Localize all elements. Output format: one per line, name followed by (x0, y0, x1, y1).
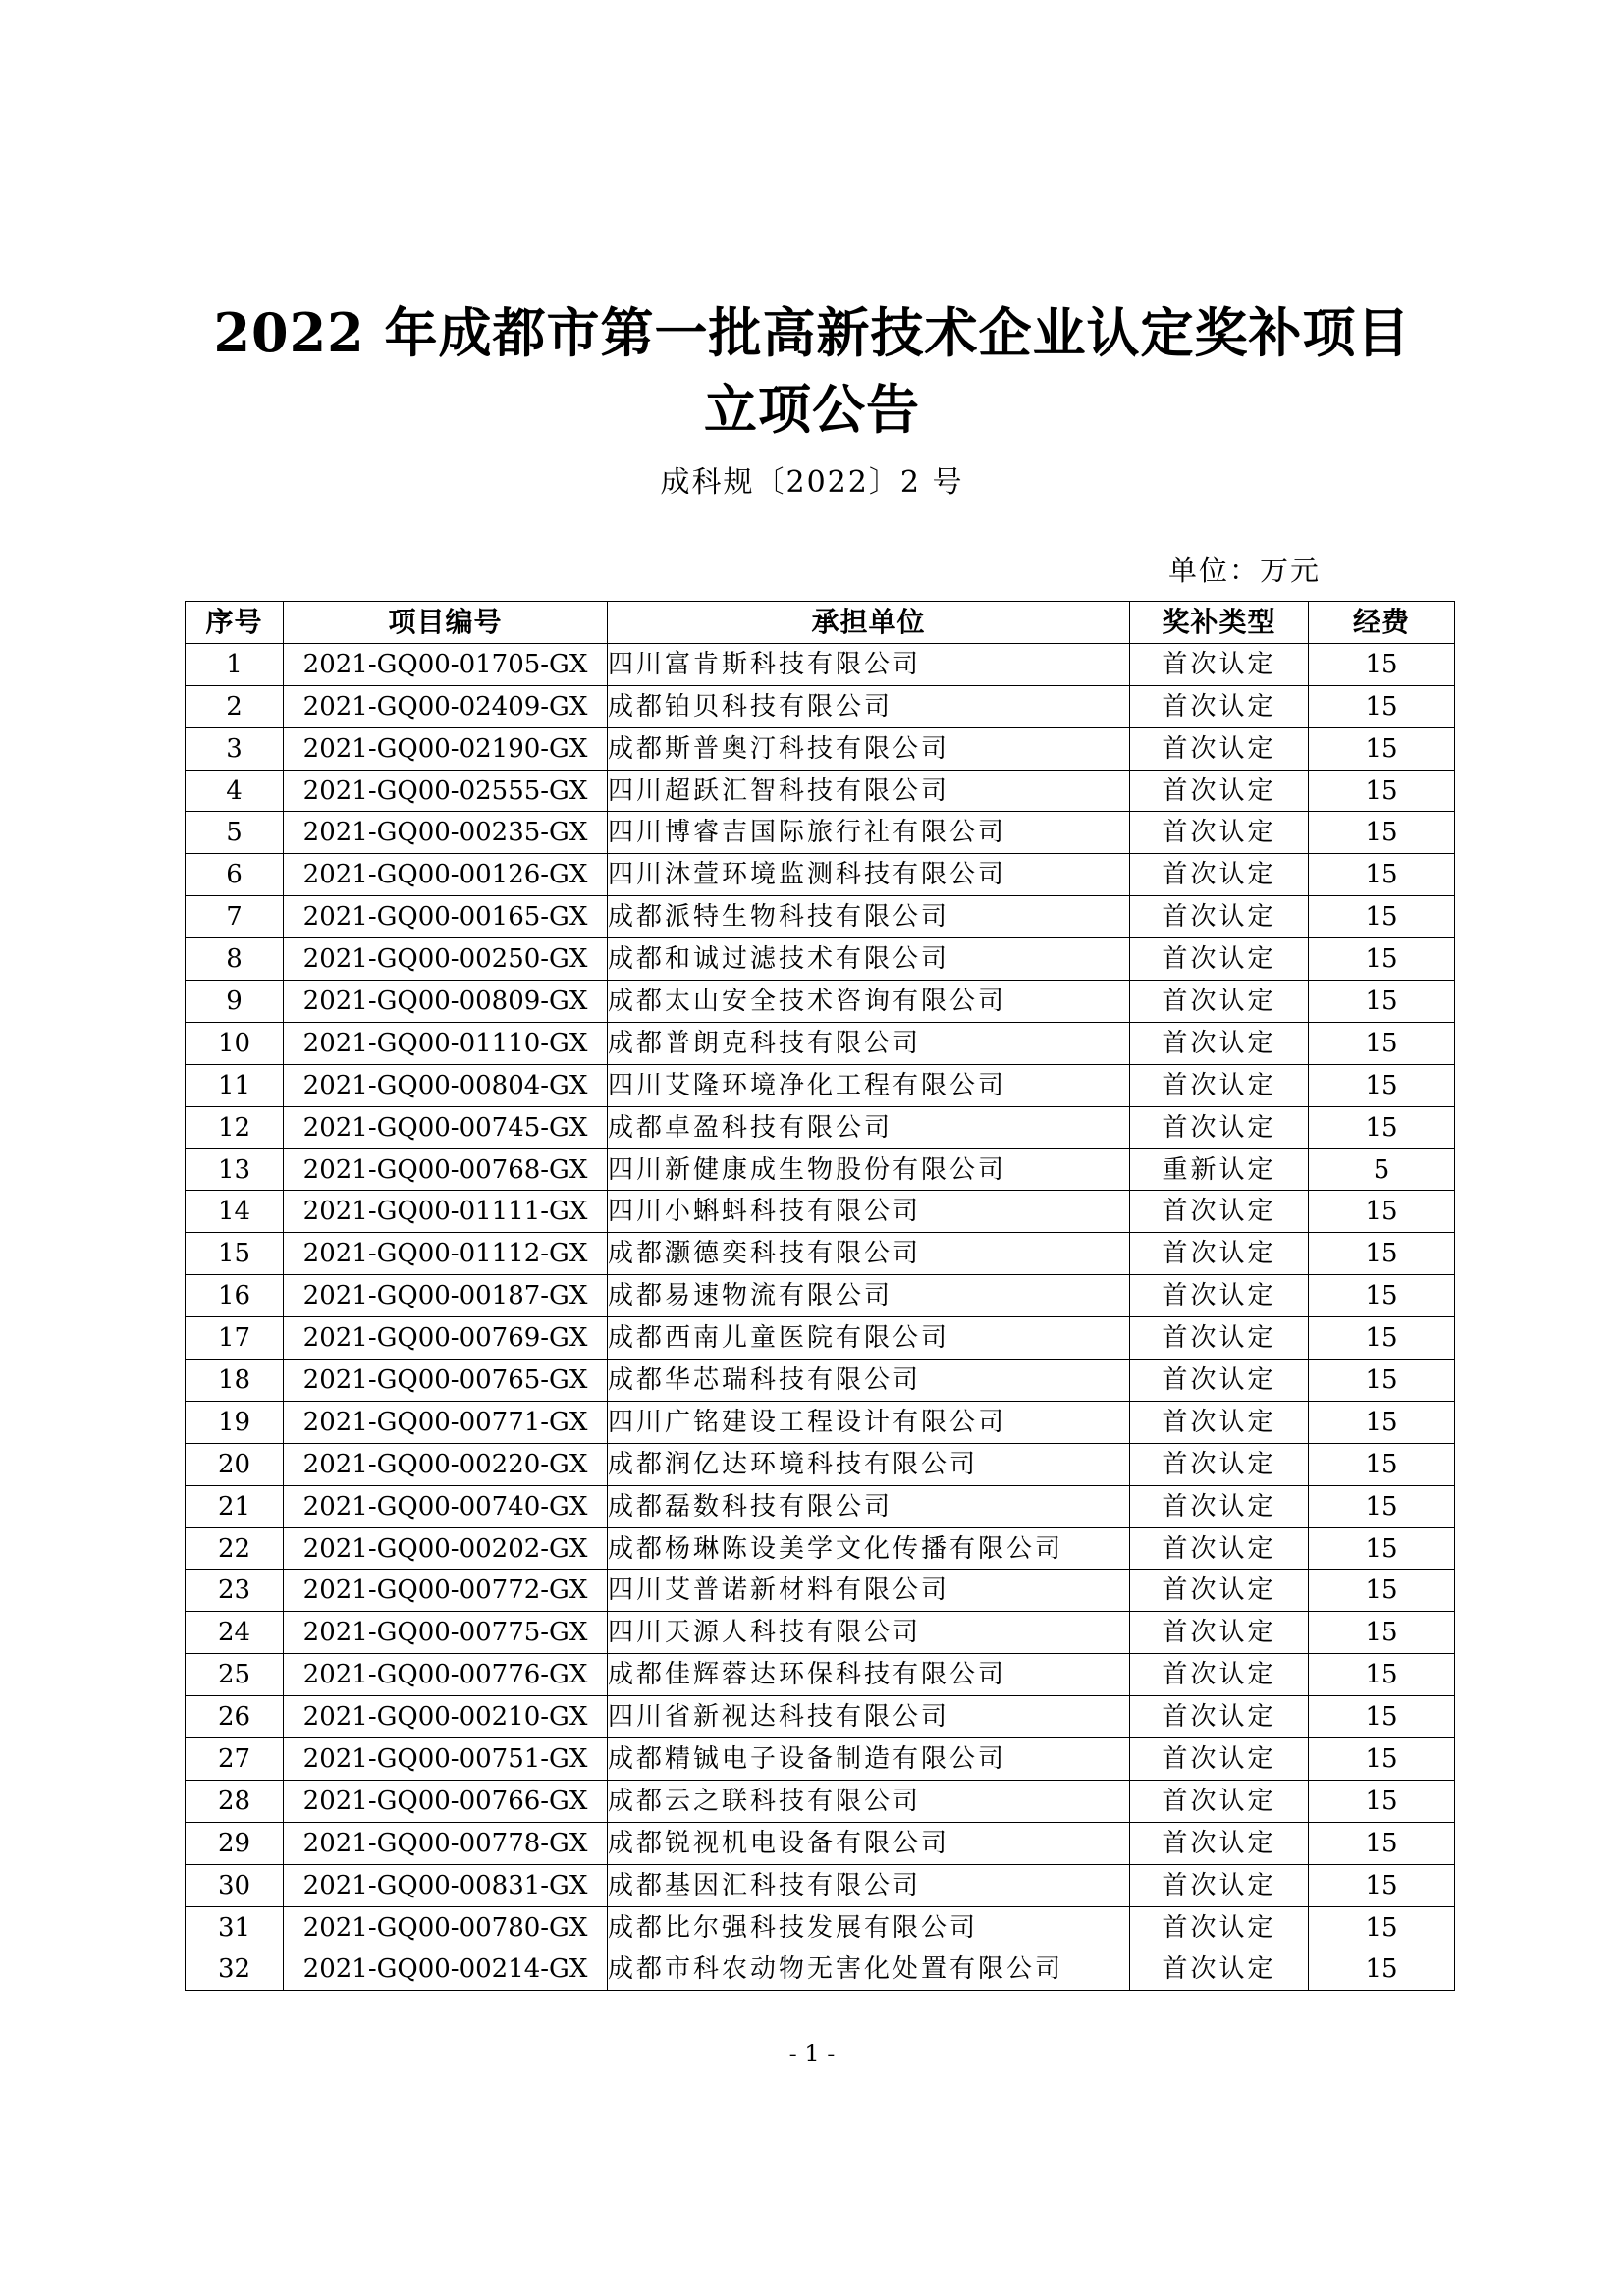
cell-project-code: 2021-GQ00-00776-GX (284, 1654, 608, 1696)
cell-award-type: 首次认定 (1130, 1317, 1309, 1360)
cell-project-code: 2021-GQ00-02409-GX (284, 685, 608, 727)
table-row (186, 1949, 1455, 1991)
cell-seq: 9 (186, 981, 284, 1023)
cell-award-type: 首次认定 (1130, 1401, 1309, 1443)
cell-seq: 3 (186, 727, 284, 770)
cell-fee: 15 (1309, 1696, 1455, 1738)
cell-fee: 15 (1309, 727, 1455, 770)
cell-award-type: 首次认定 (1130, 1191, 1309, 1233)
cell-organization: 成都精铖电子设备制造有限公司 (608, 1738, 1130, 1781)
cell-seq: 13 (186, 1148, 284, 1191)
cell-seq: 23 (186, 1570, 284, 1612)
cell-award-type: 首次认定 (1130, 727, 1309, 770)
cell-organization: 成都太山安全技术咨询有限公司 (608, 981, 1130, 1023)
cell-fee: 15 (1309, 1527, 1455, 1570)
cell-organization: 成都灏德奕科技有限公司 (608, 1233, 1130, 1275)
table-row (186, 1191, 1455, 1233)
cell-fee: 15 (1309, 685, 1455, 727)
table-row (186, 1738, 1455, 1781)
cell-fee: 15 (1309, 1864, 1455, 1906)
cell-fee: 15 (1309, 1443, 1455, 1485)
cell-seq: 25 (186, 1654, 284, 1696)
cell-fee: 15 (1309, 1822, 1455, 1864)
table-row (186, 1780, 1455, 1822)
cell-fee: 15 (1309, 1317, 1455, 1360)
cell-award-type: 首次认定 (1130, 685, 1309, 727)
column-header-fee: 经费 (1309, 602, 1455, 644)
cell-project-code: 2021-GQ00-02555-GX (284, 770, 608, 812)
cell-project-code: 2021-GQ00-00745-GX (284, 1106, 608, 1148)
cell-fee: 15 (1309, 896, 1455, 938)
cell-award-type: 首次认定 (1130, 938, 1309, 981)
table-row (186, 854, 1455, 896)
cell-organization: 成都云之联科技有限公司 (608, 1780, 1130, 1822)
cell-organization: 成都西南儿童医院有限公司 (608, 1317, 1130, 1360)
cell-award-type: 首次认定 (1130, 981, 1309, 1023)
cell-fee: 15 (1309, 1485, 1455, 1527)
cell-organization: 四川艾普诺新材料有限公司 (608, 1570, 1130, 1612)
cell-seq: 32 (186, 1949, 284, 1991)
cell-project-code: 2021-GQ00-00766-GX (284, 1780, 608, 1822)
cell-seq: 12 (186, 1106, 284, 1148)
cell-seq: 26 (186, 1696, 284, 1738)
cell-project-code: 2021-GQ00-00187-GX (284, 1275, 608, 1317)
cell-project-code: 2021-GQ00-00250-GX (284, 938, 608, 981)
cell-seq: 10 (186, 1022, 284, 1064)
cell-project-code: 2021-GQ00-00235-GX (284, 812, 608, 854)
table-row (186, 1443, 1455, 1485)
table-row (186, 770, 1455, 812)
page-number: - 1 - (788, 2040, 836, 2067)
table-row (186, 1275, 1455, 1317)
cell-fee: 15 (1309, 1654, 1455, 1696)
cell-fee: 15 (1309, 1906, 1455, 1949)
cell-organization: 成都基因汇科技有限公司 (608, 1864, 1130, 1906)
table-row (186, 1570, 1455, 1612)
cell-fee: 15 (1309, 1360, 1455, 1402)
cell-project-code: 2021-GQ00-00126-GX (284, 854, 608, 896)
cell-award-type: 首次认定 (1130, 854, 1309, 896)
table-row (186, 1148, 1455, 1191)
cell-fee: 5 (1309, 1148, 1455, 1191)
cell-organization: 成都铂贝科技有限公司 (608, 685, 1130, 727)
cell-project-code: 2021-GQ00-01110-GX (284, 1022, 608, 1064)
cell-award-type: 首次认定 (1130, 1906, 1309, 1949)
cell-project-code: 2021-GQ00-00772-GX (284, 1570, 608, 1612)
cell-organization: 四川小蝌蚪科技有限公司 (608, 1191, 1130, 1233)
table-row (186, 1022, 1455, 1064)
cell-project-code: 2021-GQ00-00775-GX (284, 1612, 608, 1654)
table-row (186, 1822, 1455, 1864)
cell-award-type: 首次认定 (1130, 1570, 1309, 1612)
cell-organization: 成都佳辉蓉达环保科技有限公司 (608, 1654, 1130, 1696)
table-row (186, 1864, 1455, 1906)
cell-organization: 四川博睿吉国际旅行社有限公司 (608, 812, 1130, 854)
cell-organization: 四川新健康成生物股份有限公司 (608, 1148, 1130, 1191)
cell-fee: 15 (1309, 1064, 1455, 1106)
cell-organization: 四川富肯斯科技有限公司 (608, 643, 1130, 685)
cell-project-code: 2021-GQ00-01111-GX (284, 1191, 608, 1233)
cell-award-type: 首次认定 (1130, 1233, 1309, 1275)
table-row (186, 1106, 1455, 1148)
column-header-code: 项目编号 (284, 602, 608, 644)
cell-seq: 6 (186, 854, 284, 896)
document-title: 2022 年成都市第一批高新技术企业认定奖补项目 (213, 301, 1411, 364)
table-row (186, 1360, 1455, 1402)
cell-project-code: 2021-GQ00-02190-GX (284, 727, 608, 770)
cell-award-type: 首次认定 (1130, 1696, 1309, 1738)
document-number: 成科规〔2022〕2 号 (660, 465, 964, 500)
table-row (186, 1906, 1455, 1949)
cell-award-type: 首次认定 (1130, 770, 1309, 812)
cell-organization: 成都易速物流有限公司 (608, 1275, 1130, 1317)
cell-award-type: 首次认定 (1130, 1738, 1309, 1781)
cell-fee: 15 (1309, 1738, 1455, 1781)
cell-seq: 17 (186, 1317, 284, 1360)
cell-organization: 成都杨琳陈设美学文化传播有限公司 (608, 1527, 1130, 1570)
cell-seq: 27 (186, 1738, 284, 1781)
cell-fee: 15 (1309, 1022, 1455, 1064)
cell-seq: 2 (186, 685, 284, 727)
table-row (186, 1233, 1455, 1275)
cell-project-code: 2021-GQ00-00780-GX (284, 1906, 608, 1949)
cell-award-type: 首次认定 (1130, 1022, 1309, 1064)
cell-fee: 15 (1309, 1275, 1455, 1317)
cell-fee: 15 (1309, 938, 1455, 981)
cell-organization: 成都和诚过滤技术有限公司 (608, 938, 1130, 981)
cell-seq: 4 (186, 770, 284, 812)
cell-organization: 成都卓盈科技有限公司 (608, 1106, 1130, 1148)
cell-seq: 21 (186, 1485, 284, 1527)
cell-seq: 11 (186, 1064, 284, 1106)
cell-award-type: 首次认定 (1130, 1864, 1309, 1906)
cell-project-code: 2021-GQ00-00751-GX (284, 1738, 608, 1781)
cell-project-code: 2021-GQ00-01705-GX (284, 643, 608, 685)
cell-seq: 29 (186, 1822, 284, 1864)
cell-award-type: 首次认定 (1130, 1949, 1309, 1991)
cell-seq: 7 (186, 896, 284, 938)
cell-project-code: 2021-GQ00-00214-GX (284, 1949, 608, 1991)
cell-organization: 四川省新视达科技有限公司 (608, 1696, 1130, 1738)
cell-seq: 8 (186, 938, 284, 981)
table-row (186, 938, 1455, 981)
column-header-seq: 序号 (186, 602, 284, 644)
cell-fee: 15 (1309, 1233, 1455, 1275)
table-body (186, 643, 1455, 1991)
cell-fee: 15 (1309, 1401, 1455, 1443)
cell-fee: 15 (1309, 1949, 1455, 1991)
cell-organization: 成都比尔强科技发展有限公司 (608, 1906, 1130, 1949)
cell-seq: 15 (186, 1233, 284, 1275)
cell-award-type: 首次认定 (1130, 1064, 1309, 1106)
cell-organization: 成都磊数科技有限公司 (608, 1485, 1130, 1527)
cell-project-code: 2021-GQ00-00768-GX (284, 1148, 608, 1191)
cell-organization: 四川广铭建设工程设计有限公司 (608, 1401, 1130, 1443)
cell-seq: 22 (186, 1527, 284, 1570)
cell-fee: 15 (1309, 981, 1455, 1023)
cell-project-code: 2021-GQ00-01112-GX (284, 1233, 608, 1275)
cell-fee: 15 (1309, 1780, 1455, 1822)
cell-seq: 24 (186, 1612, 284, 1654)
cell-organization: 四川沐萱环境监测科技有限公司 (608, 854, 1130, 896)
cell-project-code: 2021-GQ00-00809-GX (284, 981, 608, 1023)
table-row (186, 727, 1455, 770)
cell-organization: 成都市科农动物无害化处置有限公司 (608, 1949, 1130, 1991)
cell-project-code: 2021-GQ00-00165-GX (284, 896, 608, 938)
cell-project-code: 2021-GQ00-00804-GX (284, 1064, 608, 1106)
table-row (186, 685, 1455, 727)
column-header-type: 奖补类型 (1130, 602, 1309, 644)
cell-project-code: 2021-GQ00-00765-GX (284, 1360, 608, 1402)
unit-label: 单位：万元 (1168, 554, 1322, 587)
cell-award-type: 首次认定 (1130, 1780, 1309, 1822)
table-row (186, 643, 1455, 685)
cell-fee: 15 (1309, 854, 1455, 896)
cell-award-type: 首次认定 (1130, 812, 1309, 854)
cell-award-type: 首次认定 (1130, 1654, 1309, 1696)
cell-project-code: 2021-GQ00-00220-GX (284, 1443, 608, 1485)
cell-project-code: 2021-GQ00-00202-GX (284, 1527, 608, 1570)
cell-seq: 20 (186, 1443, 284, 1485)
award-table (185, 601, 1455, 1991)
table-row (186, 981, 1455, 1023)
cell-organization: 四川艾隆环境净化工程有限公司 (608, 1064, 1130, 1106)
cell-fee: 15 (1309, 1191, 1455, 1233)
cell-award-type: 首次认定 (1130, 1527, 1309, 1570)
cell-project-code: 2021-GQ00-00831-GX (284, 1864, 608, 1906)
table-row (186, 896, 1455, 938)
cell-fee: 15 (1309, 1570, 1455, 1612)
cell-organization: 成都派特生物科技有限公司 (608, 896, 1130, 938)
table-row (186, 1696, 1455, 1738)
cell-award-type: 首次认定 (1130, 1360, 1309, 1402)
cell-award-type: 首次认定 (1130, 1106, 1309, 1148)
cell-project-code: 2021-GQ00-00778-GX (284, 1822, 608, 1864)
cell-project-code: 2021-GQ00-00771-GX (284, 1401, 608, 1443)
cell-seq: 31 (186, 1906, 284, 1949)
table-row (186, 812, 1455, 854)
table-row (186, 1527, 1455, 1570)
cell-award-type: 首次认定 (1130, 1485, 1309, 1527)
cell-fee: 15 (1309, 1106, 1455, 1148)
cell-award-type: 首次认定 (1130, 896, 1309, 938)
cell-project-code: 2021-GQ00-00740-GX (284, 1485, 608, 1527)
table-row (186, 1317, 1455, 1360)
cell-award-type: 重新认定 (1130, 1148, 1309, 1191)
cell-fee: 15 (1309, 1612, 1455, 1654)
cell-organization: 成都斯普奥汀科技有限公司 (608, 727, 1130, 770)
cell-fee: 15 (1309, 812, 1455, 854)
cell-award-type: 首次认定 (1130, 643, 1309, 685)
cell-fee: 15 (1309, 770, 1455, 812)
cell-fee: 15 (1309, 643, 1455, 685)
table-row (186, 1654, 1455, 1696)
table-row (186, 1401, 1455, 1443)
cell-organization: 成都润亿达环境科技有限公司 (608, 1443, 1130, 1485)
table-header-row (186, 602, 1455, 644)
cell-organization: 四川天源人科技有限公司 (608, 1612, 1130, 1654)
cell-project-code: 2021-GQ00-00210-GX (284, 1696, 608, 1738)
table-row (186, 1485, 1455, 1527)
cell-organization: 四川超跃汇智科技有限公司 (608, 770, 1130, 812)
cell-seq: 14 (186, 1191, 284, 1233)
cell-seq: 19 (186, 1401, 284, 1443)
cell-organization: 成都普朗克科技有限公司 (608, 1022, 1130, 1064)
cell-organization: 成都锐视机电设备有限公司 (608, 1822, 1130, 1864)
column-header-org: 承担单位 (608, 602, 1130, 644)
cell-seq: 30 (186, 1864, 284, 1906)
cell-award-type: 首次认定 (1130, 1822, 1309, 1864)
cell-seq: 18 (186, 1360, 284, 1402)
cell-seq: 28 (186, 1780, 284, 1822)
cell-award-type: 首次认定 (1130, 1443, 1309, 1485)
cell-award-type: 首次认定 (1130, 1612, 1309, 1654)
cell-award-type: 首次认定 (1130, 1275, 1309, 1317)
cell-seq: 1 (186, 643, 284, 685)
cell-seq: 16 (186, 1275, 284, 1317)
table-row (186, 1064, 1455, 1106)
table-row (186, 1612, 1455, 1654)
cell-seq: 5 (186, 812, 284, 854)
cell-organization: 成都华芯瑞科技有限公司 (608, 1360, 1130, 1402)
document-title-line2: 立项公告 (704, 378, 920, 441)
cell-project-code: 2021-GQ00-00769-GX (284, 1317, 608, 1360)
